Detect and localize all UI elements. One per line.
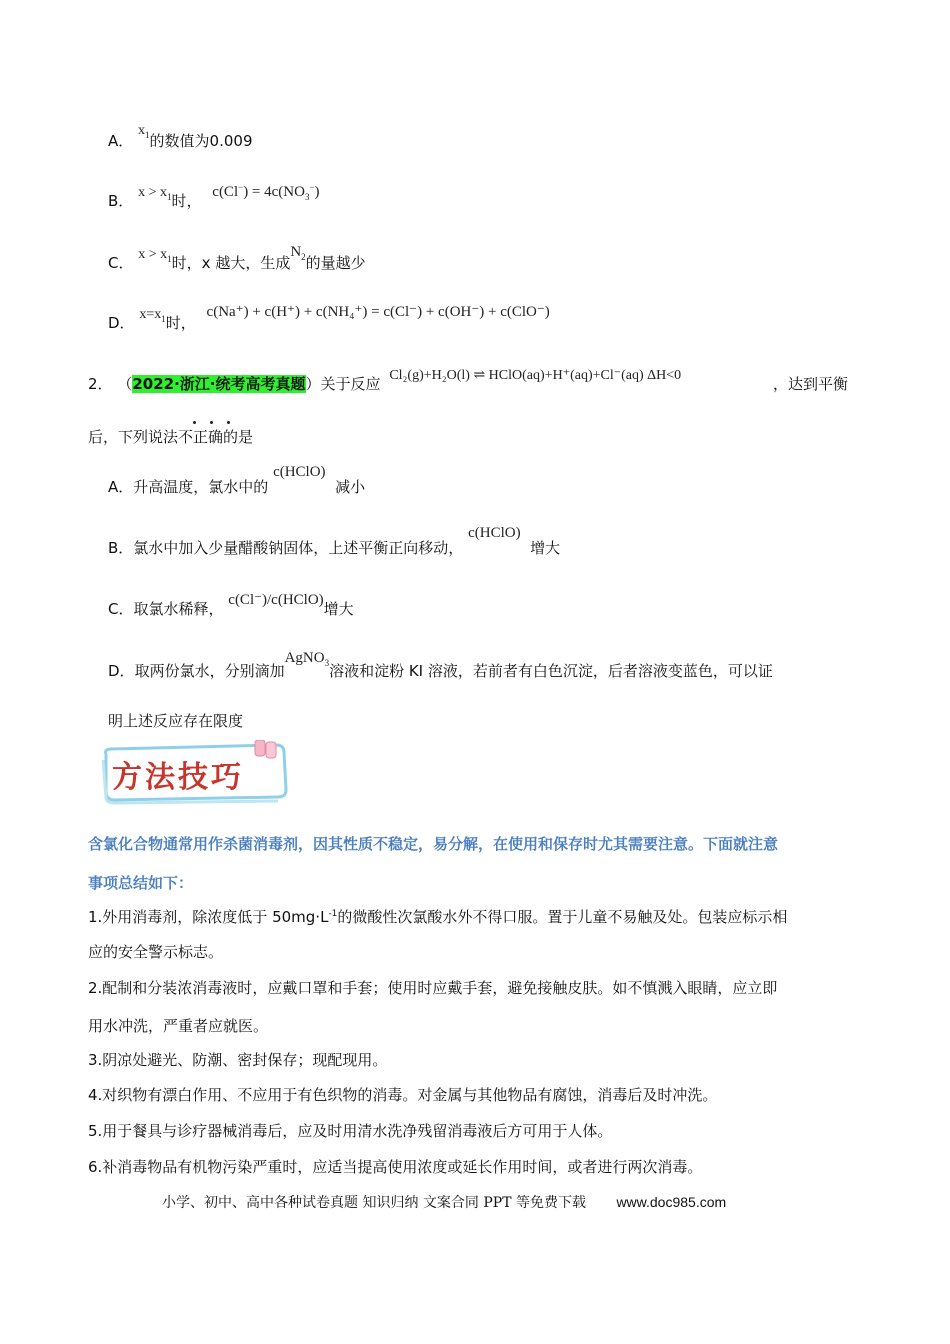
q2-a-math: c(HClO)	[273, 464, 326, 480]
q1-a-math: $x_1$	[138, 123, 150, 140]
q2-stem-tail: ，达到平衡	[773, 375, 849, 393]
q2-option-a: A．升高温度，氯水中的 c(HClO)减小	[108, 464, 366, 496]
q2-number: 2．	[88, 375, 113, 393]
q2-stem-line1: 2． （2022·浙江·统考高考真题）关于反应 Cl₂(g)+H₂O(l) ⇌ HClO(aq)+H⁺(aq)+Cl⁻(aq) ΔH<0	[88, 368, 682, 393]
q2-d-math: AgNO$_3$	[284, 650, 330, 668]
badge-title: 方法技巧	[112, 760, 244, 795]
q2-option-c: C．取氯水稀释， c(Cl⁻)/c(HClO)增大	[108, 592, 354, 618]
footer	[162, 1192, 726, 1212]
method-intro-line1: 含氯化合物通常用作杀菌消毒剂，因其性质不稳定，易分解，在使用和保存时尤其需要注意。下面就注意	[88, 835, 779, 853]
note-6: 6.补消毒物品有机物污染严重时，应适当提高使用浓度或延长作用时间，或者进行两次消毒。	[88, 1158, 703, 1176]
q2-option-d: D．取两份氯水，分别滴加AgNO$_3$溶液和淀粉 KI 溶液，若前者有白色沉淀，后者溶液变蓝色，可以证	[108, 650, 773, 680]
q2-option-d-line2: 明上述反应存在限度	[108, 712, 244, 730]
q2-b-math: c(HClO)	[468, 525, 521, 541]
note-2: 2.配制和分装浓消毒液时，应戴口罩和手套；使用时应戴手套，避免接触皮肤。如不慎溅入眼睛，应立即	[88, 979, 778, 997]
q1-c-cond: $x > x_1$	[138, 247, 172, 264]
method-badge	[100, 740, 290, 806]
footer-url[interactable]: www.doc985.com	[616, 1194, 727, 1210]
note-4: 4.对织物有漂白作用、不应用于有色织物的消毒。对金属与其他物品有腐蚀，消毒后及时冲洗。	[88, 1086, 718, 1104]
emphasis-dot	[227, 421, 230, 424]
q2-option-b: B．氯水中加入少量醋酸钠固体，上述平衡正向移动， c(HClO)增大	[108, 525, 561, 557]
q2-reaction: Cl₂(g)+H₂O(l) ⇌ HClO(aq)+H⁺(aq)+Cl⁻(aq) ΔH<0	[389, 368, 682, 383]
note-1: 1.外用消毒剂，除浓度低于 $50mg\cdot L^{-1}$的微酸性次氯酸水外不得口服。置于儿童不易触及处。包装应标示相	[88, 908, 788, 926]
method-intro-line2: 事项总结如下：	[88, 874, 194, 892]
note-2-line2: 用水冲洗，严重者应就医。	[88, 1017, 269, 1035]
q2-stem-line2: 后，下列说法不正确的是	[88, 428, 254, 446]
q1-d-cond: $x=x_1$	[139, 307, 166, 324]
note-1-line2: 应的安全警示标志。	[88, 943, 224, 961]
q1-option-b: B． $x > x_1$时， $c(Cl^-) = 4c(NO_3^-)$	[108, 182, 320, 210]
emphasis-dot	[210, 421, 213, 424]
q1-option-c: C． $x > x_1$时，x 越大，生成$N_2$的量越少	[108, 244, 366, 272]
note-5: 5.用于餐具与诊疗器械消毒后，应及时用清水洗净残留消毒液后方可用于人体。	[88, 1122, 613, 1140]
q1-d-equation: c(Na⁺) + c(H⁺) + c(NH₄⁺) = c(Cl⁻) + c(OH⁻) + c(ClO⁻)	[206, 304, 550, 320]
note-3: 3.阴凉处避光、防潮、密封保存；现配现用。	[88, 1051, 388, 1069]
q1-option-d: D． $x=x_1$时， c(Na⁺) + c(H⁺) + c(NH₄⁺) = c(Cl⁻) + c(OH⁻) + c(ClO⁻)	[108, 304, 550, 332]
q1-b-cond: $x > x_1$	[138, 185, 172, 202]
q1-c-n2: $N_2$	[290, 244, 306, 262]
emphasis-dot	[193, 421, 196, 424]
q2-c-math: c(Cl⁻)/c(HClO)	[228, 592, 324, 608]
source-tag: 2022·浙江·统考高考真题	[132, 375, 306, 393]
q1-b-equation: $c(Cl^-) = 4c(NO_3^-)$	[212, 182, 320, 202]
footer-text: 小学、初中、高中各种试卷真题 知识归纳 文案合同 PPT 等免费下载	[162, 1195, 586, 1211]
q1-option-a: A． $x_1$的数值为0.009	[108, 123, 253, 150]
